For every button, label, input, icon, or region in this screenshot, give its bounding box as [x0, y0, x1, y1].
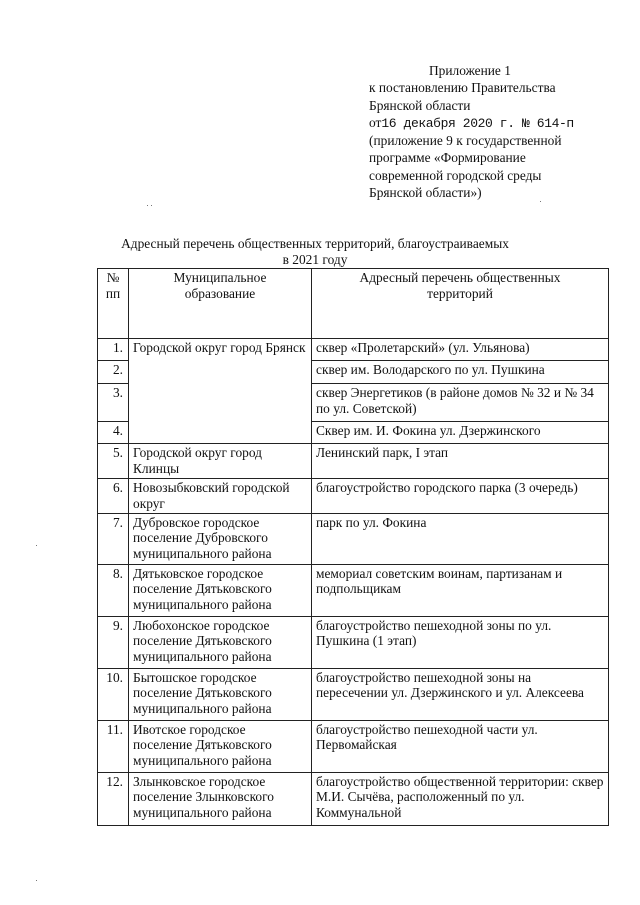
col-municipality-header: Муниципальное образование [129, 269, 312, 339]
title-line-2: в 2021 году [282, 252, 348, 267]
resolution-date-line [369, 114, 634, 132]
table-row [98, 668, 609, 720]
table-row [98, 616, 609, 668]
territory-cell: Сквер им. И. Фокина ул. Дзержинского [312, 422, 609, 444]
row-number: 6. [98, 479, 129, 514]
territory-cell: Ленинский парк, I этап [312, 444, 609, 479]
scan-speck [36, 545, 37, 546]
territories-table [97, 268, 609, 826]
program-reference-4: Брянской области») [369, 185, 482, 201]
municipality-cell: Городской округ город Брянск [129, 339, 312, 444]
municipality-cell: Дубровское городское поселение Дубровского муниципального района [129, 513, 312, 564]
territory-cell: благоустройство пешеходной части ул. Первомайская [312, 720, 609, 772]
resolution-date: 16 декабря 2020 г. № 614-п [381, 115, 574, 131]
territory-cell: благоустройство общественной территории: сквер М.И. Сычёва, расположенный по ул. Коммунальной [312, 772, 609, 825]
appendix-number: Приложение 1 [429, 63, 511, 78]
row-number: 3. [98, 384, 129, 422]
scan-speck [151, 205, 152, 206]
row-number: 12. [98, 772, 129, 825]
table-header-row [98, 269, 609, 339]
resolution-reference: к постановлению Правительства [369, 80, 556, 96]
row-number: 4. [98, 422, 129, 444]
row-number: 5. [98, 444, 129, 479]
municipality-cell: Ивотское городское поселение Дятьковского муниципального района [129, 720, 312, 772]
col-territory-header: Адресный перечень общественных территорий [312, 269, 609, 339]
row-number: 10. [98, 668, 129, 720]
row-number: 11. [98, 720, 129, 772]
municipality-cell: Бытошское городское поселение Дятьковского муниципального района [129, 668, 312, 720]
row-number: 2. [98, 361, 129, 384]
row-number: 1. [98, 339, 129, 361]
program-reference-2: программе «Формирование [369, 150, 526, 166]
title-line-1: Адресный перечень общественных территорий, благоустраиваемых [121, 236, 509, 251]
territory-cell: парк по ул. Фокина [312, 513, 609, 564]
territory-cell: благоустройство пешеходной зоны на пересечении ул. Дзержинского и ул. Алексеева [312, 668, 609, 720]
municipality-cell: Любохонское городское поселение Дятьковского муниципального района [129, 616, 312, 668]
table-row [98, 772, 609, 825]
document-title [100, 236, 530, 268]
scan-speck [540, 201, 541, 202]
territory-cell: благоустройство пешеходной зоны по ул. Пушкина (1 этап) [312, 616, 609, 668]
row-number: 7. [98, 513, 129, 564]
table-row [98, 513, 609, 564]
table-row [98, 564, 609, 616]
table-row [98, 479, 609, 514]
row-number: 9. [98, 616, 129, 668]
table-row [98, 339, 609, 361]
municipality-cell: Городской округ город Клинцы [129, 444, 312, 479]
region-name: Брянской области [369, 97, 471, 113]
municipality-cell: Новозыбковский городской округ [129, 479, 312, 514]
municipality-cell: Злынковское городское поселение Злынковского муниципального района [129, 772, 312, 825]
date-prefix: от [369, 114, 382, 130]
col-number-header: № пп [98, 269, 129, 339]
scan-speck [147, 205, 148, 206]
territory-cell: благоустройство городского парка (3 очередь) [312, 479, 609, 514]
table-row [98, 720, 609, 772]
program-reference-1: (приложение 9 к государственной [369, 133, 562, 149]
row-number: 8. [98, 564, 129, 616]
municipality-cell: Дятьковское городское поселение Дятьковского муниципального района [129, 564, 312, 616]
table-row [98, 444, 609, 479]
territory-cell: сквер «Пролетарский» (ул. Ульянова) [312, 339, 609, 361]
appendix-header [369, 62, 634, 201]
scan-speck [36, 880, 37, 881]
territory-cell: сквер Энергетиков (в районе домов № 32 и № 34 по ул. Советской) [312, 384, 609, 422]
territory-cell: сквер им. Володарского по ул. Пушкина [312, 361, 609, 384]
program-reference-3: современной городской среды [369, 167, 542, 183]
territory-cell: мемориал советским воинам, партизанам и подпольщикам [312, 564, 609, 616]
